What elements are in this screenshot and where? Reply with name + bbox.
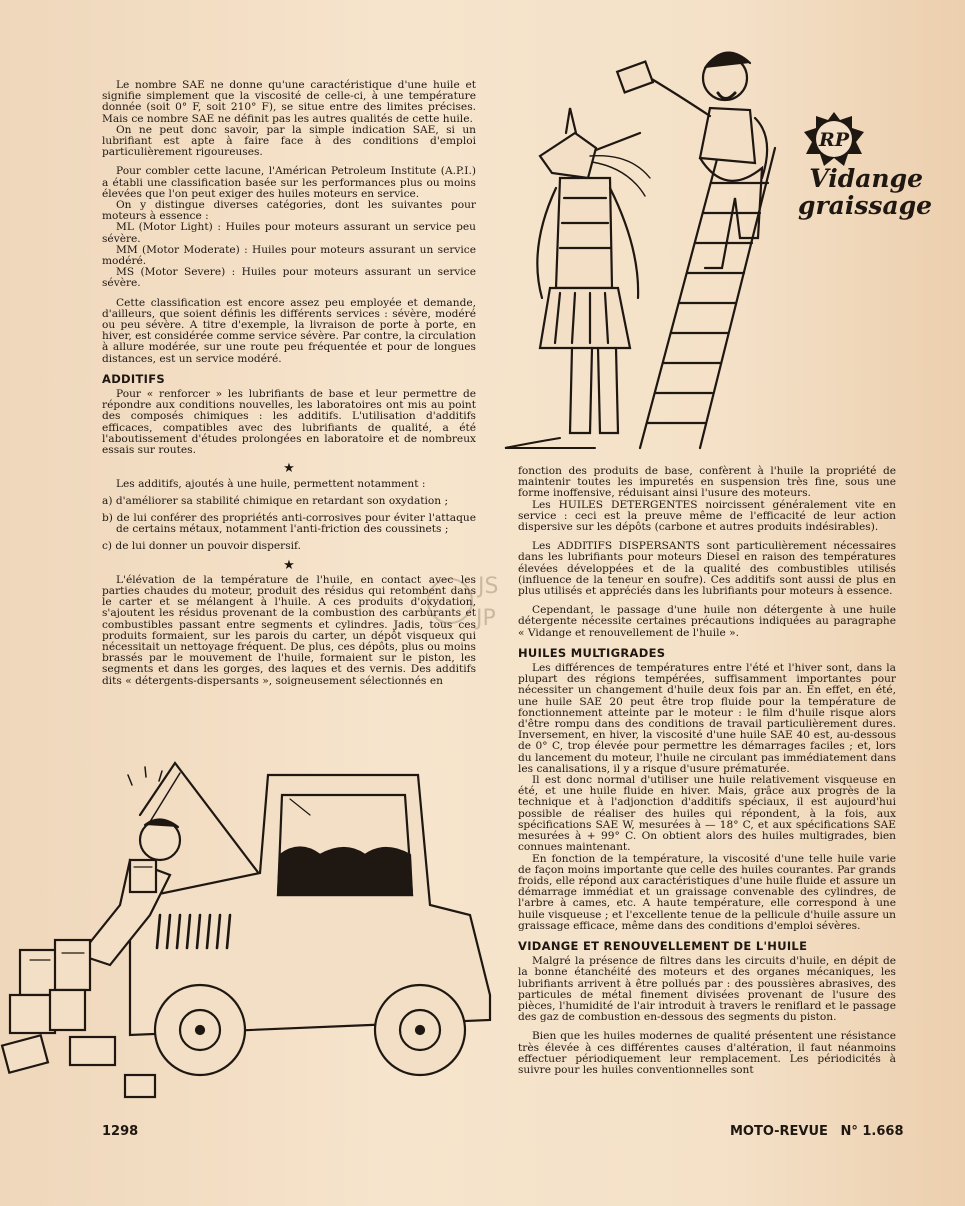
knight-ladder-illustration	[500, 38, 800, 453]
paragraph: Les ADDITIFS DISPERSANTS sont particulièrement nécessaires dans les lubrifiants pour moteurs Diesel en raison des températures élevées développées et de la qualité des combustibles utilisés (influence de la teneur en soufre). Ces additifs sont aussi de plus en plus utilisés et appréciés dans les lubrifiants pour moteurs à essence.	[518, 540, 896, 598]
svg-text:JP: JP	[476, 606, 496, 631]
paragraph: ML (Motor Light) : Huiles pour moteurs assurant un service peu sévère.	[102, 221, 476, 245]
car-mechanic-illustration	[0, 755, 510, 1100]
page-title	[798, 164, 933, 220]
paragraph: Cette classification est encore assez peu employée et demande, d'ailleurs, que soient définis les différents services : sévère, modéré ou peu sévère. A titre d'exemple, la livraison de porte à porte, en hiver, est considérée comme service sévère. Par contre, la circulation à allure modérée, sur une route peu fréquentée et pour de longues distances, est un service modéré.	[102, 296, 476, 365]
rp-logo	[800, 110, 868, 172]
page-number: 1298	[102, 1124, 139, 1139]
title-line-2: graissage	[798, 191, 933, 220]
section-heading-additifs: ADDITIFS	[102, 371, 165, 386]
paragraph: Le nombre SAE ne donne qu'une caractéristique d'une huile et signifie simplement que la viscosité de celle-ci, à une température donnée (soit 0° F, soit 210° F), se situe entre des limites précises. Mais ce nombre SAE ne définit pas les autres qualités de cette huile.	[102, 79, 476, 125]
paragraph: L'élévation de la température de l'huile, en contact avec les parties chaudes du moteur, produit des résidus qui retombent dans le carter et se mélangent à l'huile. A ces produits d'oxydation, s'ajoutent les résidus provenant de la combustion des carburants et combustibles passant entre segments et cylindres. Jadis, tous ces produits formaient, sur les parois du carter, un dépôt visqueux qui nécessitait un nettoyage fréquent. De plus, ces dépôts, plus ou moins brassés par le mouvement de l'huile, formaient sur le piston, les segments et dans les gorges, des laques et des vernis. Des additifs dits « détergents-dispersants », soigneusement sélectionnés en	[102, 573, 476, 687]
paragraph: MS (Motor Severe) : Huiles pour moteurs assurant un service sévère.	[102, 266, 476, 290]
star-separator: ★	[283, 461, 295, 477]
paragraph: En fonction de la température, la viscosité d'une telle huile varie de façon moins importante que celle des huiles courantes. Par grands froids, elle répond aux caractéristiques d'une huile fluide et assure un démarrage immédiat et un graissage convenable des cylindres, de l'arbre à cames, etc. A haute température, elle correspond à une huile visqueuse ; et l'excellente tenue de la pellicule d'huile assure un graissage efficace, même dans des conditions d'emploi sévères.	[518, 852, 896, 932]
logo-text: RP	[818, 129, 850, 151]
paragraph: Il est donc normal d'utiliser une huile relativement visqueuse en été, et une huile fluide en hiver. Mais, grâce aux progrès de la technique et à l'adjonction d'additifs spéciaux, il est aujourd'hui possible de réaliser des huiles qui répondent, à la fois, aux spécifications SAE W, mesurées à — 18° C, et aux spécifications SAE mesurées à + 99° C. On obtient alors des huiles multigrades, bien connues maintenant.	[518, 774, 896, 854]
right-column	[518, 466, 896, 1076]
magazine-issue	[730, 1124, 904, 1139]
title-line-1: Vidange	[809, 164, 923, 193]
paragraph: Pour combler cette lacune, l'Américan Petroleum Institute (A.P.I.) a établi une classification basée sur les performances plus ou moins élevées que l'on peut exiger des huiles moteurs en service.	[102, 165, 476, 200]
paragraph: Les différences de températures entre l'été et l'hiver sont, dans la plupart des régions tempérées, suffisamment importantes pour nécessiter un changement d'huile deux fois par an. En effet, en été, une huile SAE 20 peut être trop fluide pour la température de fonctionnement atteinte par le moteur : le film d'huile risque alors d'être rompu dans des conditions de travail particulièrement dures. Inversement, en hiver, la viscosité d'une huile SAE 40 est, au-dessous de 0° C, trop élevée pour permettre les démarrages faciles ; et, lors du lancement du moteur, l'huile ne circulant pas immédiatement dans les canalisations, il y a risque d'usure prématurée.	[518, 662, 896, 775]
paragraph: MM (Motor Moderate) : Huiles pour moteurs assurant un service modéré.	[102, 243, 476, 268]
section-heading-multigrades: HUILES MULTIGRADES	[518, 645, 666, 660]
issue-number: N° 1.668	[840, 1124, 904, 1139]
watermark-stamp	[418, 563, 508, 643]
paragraph: Cependant, le passage d'une huile non détergente à une huile détergente nécessite certaines précautions indiquées au paragraphe « Vidange et renouvellement de l'huile ».	[518, 604, 896, 639]
list-item: a) d'améliorer sa stabilité chimique en retardant son oxydation ;	[102, 494, 449, 507]
list-item: b) de lui conférer des propriétés anti-corrosives pour éviter l'attaque de certains métaux, notamment l'anti-friction des coussinets ;	[102, 511, 476, 536]
paragraph: Bien que les huiles modernes de qualité présentent une résistance très élevée à ces différentes causes d'altération, il faut néanmoins effectuer périodiquement leur remplacement. Les périodicités à suivre pour les huiles conventionnelles sont	[518, 1030, 896, 1076]
paragraph: Pour « renforcer » les lubrifiants de base et leur permettre de répondre aux conditions nouvelles, les laboratoires ont mis au point des composés chimiques : les additifs. L'utilisation d'additifs efficaces, compatibles avec des lubrifiants de qualité, a été l'aboutissement d'études prolongées en laboratoire et de nombreux essais sur routes.	[102, 388, 476, 457]
paragraph: On ne peut donc savoir, par la simple indication SAE, si un lubrifiant est apte à faire face à des conditions d'emploi particulièrement rigoureuses.	[102, 123, 476, 159]
paragraph: fonction des produits de base, confèrent à l'huile la propriété de maintenir toutes les impuretés en suspension très fine, sous une forme inoffensive, réduisant ainsi l'usure des moteurs.	[518, 465, 896, 500]
paragraph: Les HUILES DETERGENTES noircissent généralement vite en service : ceci est la preuve même de l'efficacité de leur action dispersive sur les dépôts (carbone et autres produits indésirables).	[518, 498, 896, 534]
star-separator: ★	[283, 557, 295, 573]
paragraph: On y distingue diverses catégories, dont les suivantes pour moteurs à essence :	[102, 199, 476, 223]
section-heading-vidange: VIDANGE ET RENOUVELLEMENT DE L'HUILE	[518, 938, 808, 953]
magazine-name: MOTO-REVUE	[730, 1124, 828, 1139]
list-item: c) de lui donner un pouvoir dispersif.	[102, 540, 301, 553]
svg-text:JS: JS	[478, 574, 499, 599]
paragraph: Les additifs, ajoutés à une huile, permettent notamment :	[116, 477, 426, 490]
paragraph: Malgré la présence de filtres dans les circuits d'huile, en dépit de la bonne étanchéité des moteurs et des organes mécaniques, les lubrifiants arrivent à être pollués par : des poussières abrasives, des particules de métal finement divisées provenant de l'usure des pièces, l'humidité de l'air introduit à travers le reniflard et le passage des gaz de combustion en-dessous des segments du piston.	[518, 955, 896, 1024]
